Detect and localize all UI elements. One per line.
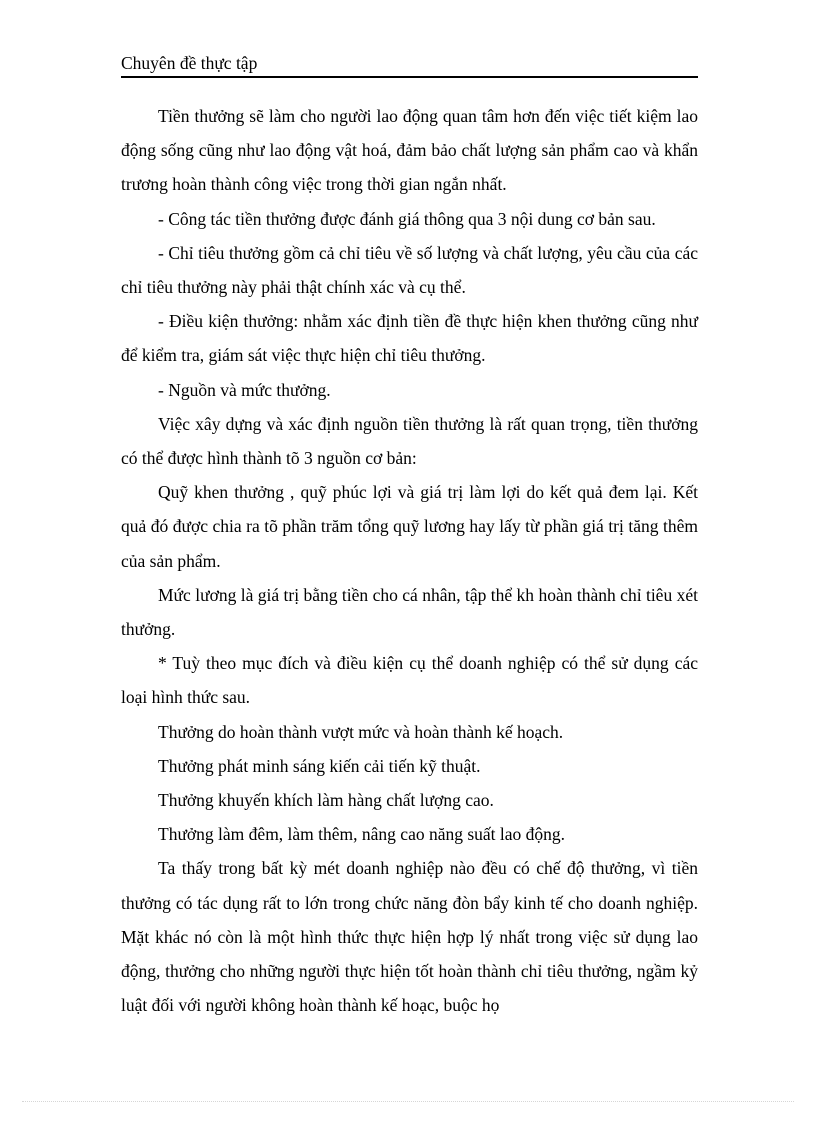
paragraph-1: Tiền thưởng sẽ làm cho người lao động quan tâm hơn đến việc tiết kiệm lao động sống cũng như lao động vật hoá, đảm bảo chất lượng sản phẩm cao và khẩn trương hoàn thành công việc trong thời gian ngắn nhất. <box>121 106 698 195</box>
paragraph-7: Quỹ khen thưởng , quỹ phúc lợi và giá trị làm lợi do kết quả đem lại. Kết quả đó được chia ra tõ phần trăm tổng quỹ lương hay lấy từ phần giá trị tăng thêm của sản phẩm. <box>121 482 698 571</box>
paragraph-3: - Chỉ tiêu thưởng gồm cả chỉ tiêu về số lượng và chất lượng, yêu cầu của các chỉ tiêu thưởng này phải thật chính xác và cụ thể. <box>121 242 698 298</box>
paragraph-8: Mức lương là giá trị bằng tiền cho cá nhân, tập thể kh hoàn thành chỉ tiêu xét thưởng. <box>121 584 698 640</box>
footer-dotted-line <box>22 1101 794 1102</box>
paragraph-9: * Tuỳ theo mục đích và điều kiện cụ thể doanh nghiệp có thể sử dụng các loại hình thức sau. <box>121 653 698 708</box>
page-header-title: Chuyên đề thực tập <box>121 53 258 73</box>
paragraph-5: - Nguồn và mức thưởng. <box>158 379 331 400</box>
paragraph-14: Ta thấy trong bất kỳ mét doanh nghiệp nào đều có chế độ thưởng, vì tiền thưởng có tác dụng rất to lớn trong chức năng đòn bẩy kinh tế cho doanh nghiệp. Mặt khác nó còn là một hình thức thực hiện hợp lý nhất trong việc sử dụng lao động, thưởng cho những người thực hiện tốt hoàn thành chỉ tiêu thưởng, ngầm kỷ luật đối với người không hoàn thành kế hoạc, buộc họ <box>121 858 698 1016</box>
paragraph-6: Việc xây dựng và xác định nguồn tiền thưởng là rất quan trọng, tiền thưởng có thể được hình thành tõ 3 nguồn cơ bản: <box>121 413 698 469</box>
paragraph-11: Thưởng phát minh sáng kiến cải tiến kỹ thuật. <box>158 755 481 776</box>
paragraph-2: - Công tác tiền thưởng được đánh giá thông qua 3 nội dung cơ bản sau. <box>158 208 656 229</box>
paragraph-13: Thưởng làm đêm, làm thêm, nâng cao năng suất lao động. <box>158 824 566 845</box>
paragraph-10: Thưởng do hoàn thành vượt mức và hoàn thành kế hoạch. <box>158 721 564 742</box>
header-divider <box>121 76 698 78</box>
document-body <box>121 99 698 1022</box>
paragraph-4: - Điều kiện thưởng: nhằm xác định tiền đề thực hiện khen thưởng cũng như để kiểm tra, giám sát việc thực hiện chỉ tiêu thưởng. <box>121 311 698 366</box>
paragraph-12: Thưởng khuyến khích làm hàng chất lượng cao. <box>158 790 494 811</box>
